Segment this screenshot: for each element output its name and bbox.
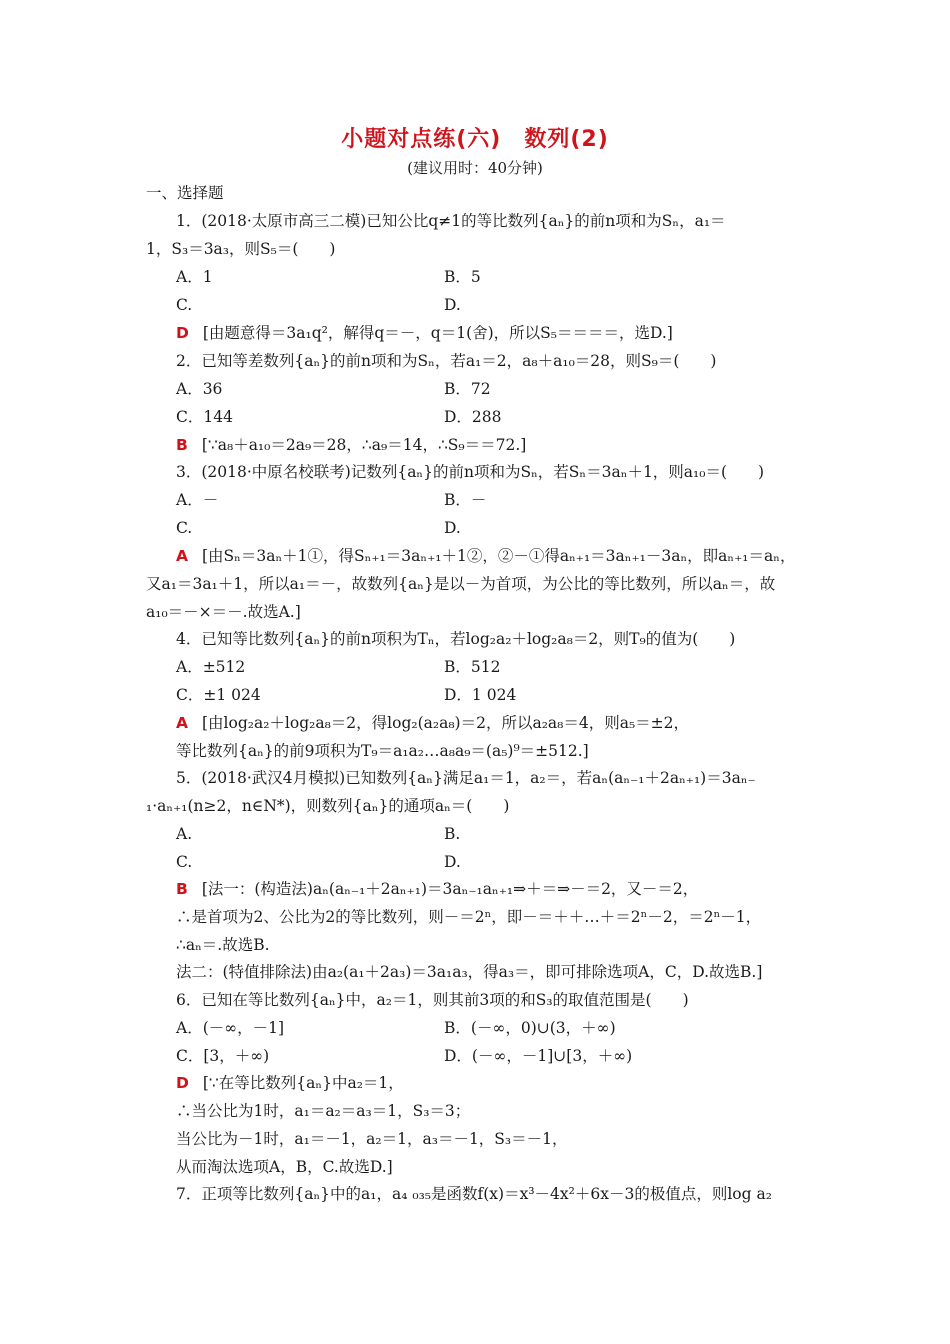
q6-answer: D [176,1074,189,1092]
q3-stem-line1: 3．(2018·中原名校联考)记数列{aₙ}的前n项和为Sₙ，若Sₙ＝3aₙ＋1，则a₁₀＝( ) [176,463,765,481]
q6-solution-line4: 从而淘汰选项A，B，C.故选D.] [176,1158,393,1176]
q4-solution-text1: [由log₂a₂＋log₂a₈＝2，得log₂(a₂a₈)＝2，所以a₂a₈＝4，则a₅＝±2， [202,714,690,732]
q2-option-c: C．144 [176,408,233,426]
q1-option-b: B．5 [444,268,481,286]
q4-solution-line1 [176,711,816,735]
q6-solution-line2: ∴当公比为1时，a₁＝a₂＝a₃＝1，S₃＝3； [176,1102,471,1120]
q1-solution-text: [由题意得＝3a₁q²，解得q＝－，q＝1(舍)，所以S₅＝＝＝＝，选D.] [202,324,673,342]
q1-option-a: A．1 [176,268,213,286]
q4-stem-line1: 4．已知等比数列{aₙ}的前n项积为Tₙ，若log₂a₂＋log₂a₈＝2，则T₉的值为( ) [176,630,736,648]
q5-stem-line2: ₁·aₙ₊₁(n≥2，n∈N*)，则数列{aₙ}的通项aₙ＝( ) [146,797,510,815]
q5-solution-line3: ∴aₙ＝.故选B. [176,936,270,954]
q5-option-c: C. [176,853,193,871]
q4-solution-line2: 等比数列{aₙ}的前9项积为T₉＝a₁a₂…a₈a₉＝(a₅)⁹＝±512.] [176,742,589,760]
q4-answer: A [176,714,188,732]
q4-option-b: B．512 [444,658,501,676]
q6-option-a: A．(－∞，－1] [176,1019,285,1037]
q5-solution-line2: ∴是首项为2、公比为2的等比数列，则－＝2ⁿ，即－＝＋＋…＋＝2ⁿ－2，＝2ⁿ－1， [176,908,762,926]
q2-solution [176,433,816,457]
q2-stem-line1: 2．已知等差数列{aₙ}的前n项和为Sₙ，若a₁＝2，a₈＋a₁₀＝28，则S₉＝( ) [176,352,717,370]
q3-answer: A [176,547,188,565]
q4-option-d: D．1 024 [444,686,517,704]
q1-option-d: D. [444,296,461,314]
q2-option-b: B．72 [444,380,491,398]
q3-solution-text1: [由Sₙ＝3aₙ＋1①，得Sₙ₊₁＝3aₙ₊₁＋1②，②－①得aₙ₊₁＝3aₙ₊₁－3aₙ，即aₙ₊₁＝aₙ， [202,547,796,565]
q5-solution-line1 [176,877,816,901]
page-subtitle: (建议用时：40分钟) [407,159,543,177]
q5-stem-line1: 5．(2018·武汉4月模拟)已知数列{aₙ}满足a₁＝1，a₂＝，若aₙ(aₙ₋₁＋2aₙ₊₁)＝3aₙ₋ [176,769,756,787]
q1-solution [176,321,816,345]
q2-option-a: A．36 [176,380,223,398]
q4-option-c: C．±1 024 [176,686,261,704]
q1-option-c: C. [176,296,193,314]
q6-option-b: B．(－∞，0)∪(3，＋∞) [444,1019,616,1037]
q3-solution-line3: a₁₀＝－×＝－.故选A.] [146,603,301,621]
q5-option-b: B. [444,825,461,843]
q4-option-a: A．±512 [176,658,246,676]
q1-stem-line2: 1，S₃＝3a₃，则S₅＝( ) [146,240,336,258]
q1-stem-line1: 1．(2018·太原市高三二模)已知公比q≠1的等比数列{aₙ}的前n项和为Sₙ，a₁＝ [176,212,726,230]
q6-option-d: D．(－∞，－1]∪[3，＋∞) [444,1047,633,1065]
q2-solution-text: [∵a₈＋a₁₀＝2a₉＝28，∴a₉＝14，∴S₉＝＝72.] [201,436,527,454]
q6-solution-line1 [176,1071,816,1095]
q3-option-b: B．－ [444,491,487,509]
q6-option-c: C．[3，＋∞) [176,1047,270,1065]
q5-option-a: A. [176,825,193,843]
q2-answer: B [176,436,188,454]
q3-solution-line1 [176,544,816,568]
q5-answer: B [176,880,188,898]
section-heading: 一、选择题 [146,184,224,202]
q6-stem-line1: 6．已知在等比数列{aₙ}中，a₂＝1，则其前3项的和S₃的取值范围是( ) [176,991,689,1009]
q3-option-d: D. [444,519,461,537]
q1-answer: D [176,324,189,342]
page-title: 小题对点练(六) 数列(2) [341,127,609,152]
q7-stem-line1: 7．正项等比数列{aₙ}中的a₁，a₄ ₀₃₅是函数f(x)＝x³－4x²＋6x－3的极值点，则log a₂ [176,1185,772,1203]
q6-solution-text1: [∵在等比数列{aₙ}中a₂＝1， [202,1074,404,1092]
q3-solution-line2: 又a₁＝3a₁＋1，所以a₁＝－，故数列{aₙ}是以－为首项，为公比的等比数列，所以aₙ＝，故 [146,575,776,593]
q3-option-c: C. [176,519,193,537]
q3-option-a: A．－ [176,491,219,509]
q5-option-d: D. [444,853,461,871]
q5-solution-line4: 法二：(特值排除法)由a₂(a₁＋2a₃)＝3a₁a₃，得a₃＝，即可排除选项A，C，D.故选B.] [176,963,763,981]
q2-option-d: D．288 [444,408,502,426]
q5-solution-text1: [法一：(构造法)aₙ(aₙ₋₁＋2aₙ₊₁)＝3aₙ₋₁aₙ₊₁⇒＋＝⇒－＝2，又－＝2， [201,880,699,898]
q6-solution-line3: 当公比为－1时，a₁＝－1，a₂＝1，a₃＝－1，S₃＝－1， [176,1130,568,1148]
